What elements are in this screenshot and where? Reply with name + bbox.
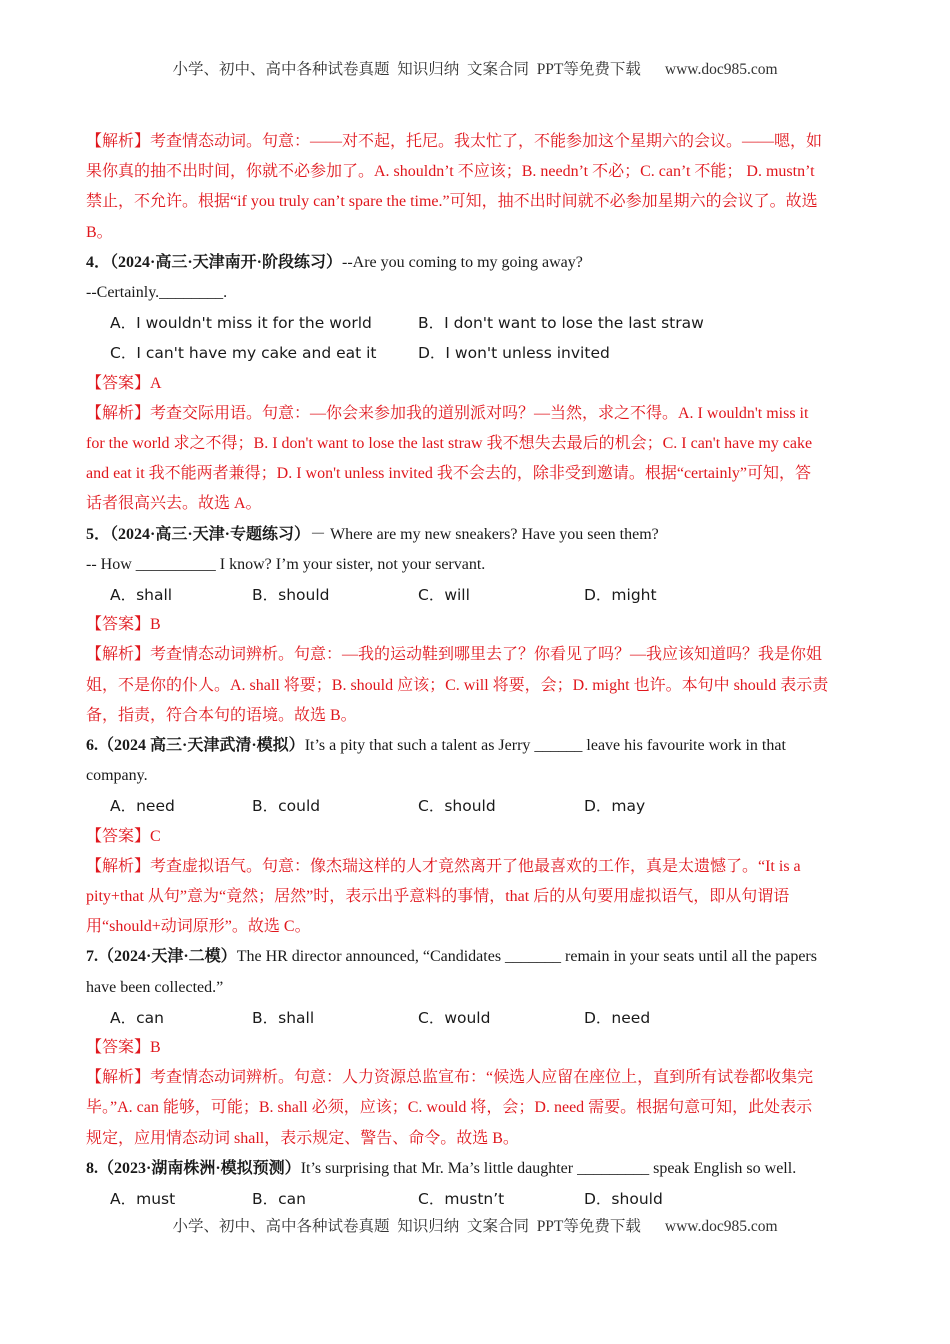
question-4 — [86, 248, 866, 520]
header-text: 小学、初中、高中各种试卷真题 知识归纳 文案合同 PPT等免费下载 — [172, 61, 641, 78]
analysis-line: 【解析】考查情态动词辨析。句意：人力资源总监宣布：“候选人应留在座位上，直到所有试卷都收集完 — [86, 1069, 814, 1087]
option-d: D．may — [584, 797, 646, 816]
options-row — [86, 1184, 866, 1214]
answer-line: 【答案】C — [86, 827, 161, 845]
question-stem: It’s a pity that such a talent as Jerry ______ leave his favourite work in that — [304, 737, 786, 755]
analysis-line: B。 — [86, 223, 113, 241]
option-c: C．should — [418, 797, 496, 816]
question-6 — [86, 731, 866, 942]
analysis-line: 姐，不是你的仆人。A. shall 将要；B. should 应该；C. will 将要，会；D. might 也许。本句中 should 表示责 — [86, 676, 829, 694]
question-8 — [86, 1154, 866, 1214]
analysis-line: 【解析】考查情态动词辨析。句意：—我的运动鞋到哪里去了？你看见了吗？—我应该知道吗？我是你姐 — [86, 646, 823, 664]
options-row — [86, 791, 866, 821]
option-d: D．I won't unless invited — [418, 344, 610, 363]
option-d: D．might — [584, 586, 657, 605]
analysis-line: 毕。”A. can 能够，可能；B. shall 必须，应该；C. would 将，会；D. need 需要。根据句意可知，此处表示 — [86, 1099, 813, 1117]
answer-line: 【答案】B — [86, 616, 161, 634]
options-row — [86, 308, 866, 338]
document-body — [86, 127, 866, 1214]
question-stem: The HR director announced, “Candidates _______ remain in your seats until all the papers — [236, 948, 817, 966]
question-stem: － Where are my new sneakers? Have you seen them? — [310, 525, 659, 543]
answer-line: 【答案】B — [86, 1039, 161, 1057]
header-site-link[interactable]: www.doc985.com — [664, 61, 778, 78]
question-stem: -- How __________ I know? I’m your sister, not your servant. — [86, 555, 486, 573]
analysis-line: and eat it 我不能两者兼得；D. I won't unless invited 我不会去的，除非受到邀请。根据“certainly”可知，答 — [86, 465, 812, 483]
question-source: 7.（2024·天津·二模） — [86, 948, 237, 966]
analysis-line: 备，指责，符合本句的语境。故选 B。 — [86, 706, 357, 724]
answer-line: 【答案】A — [86, 374, 162, 392]
question-source: 8.（2023·湖南株洲·模拟预测） — [86, 1159, 301, 1177]
option-d: D．need — [584, 1008, 651, 1027]
analysis-line: 果你真的抽不出时间，你就不必参加了。A. shouldn’t 不应该；B. needn’t 不必；C. can’t 不能； D. mustn’t — [86, 163, 815, 181]
footer-text: 小学、初中、高中各种试卷真题 知识归纳 文案合同 PPT等免费下载 — [172, 1218, 641, 1235]
option-c: C．will — [418, 586, 470, 605]
option-b: B．can — [252, 1190, 306, 1209]
question-source: 4．（2024·高三·天津南开·阶段练习） — [86, 253, 343, 271]
option-a: A．need — [110, 797, 175, 816]
question-source: 6.（2024 高三·天津武清·模拟） — [86, 737, 305, 755]
option-a: A．shall — [110, 586, 173, 605]
analysis-line: 话者很高兴去。故选 A。 — [86, 495, 262, 513]
option-b: B．could — [252, 797, 321, 816]
analysis-line: 禁止，不允许。根据“if you truly can’t spare the time.”可知，抽不出时间就不必参加星期六的会议了。故选 — [86, 193, 818, 211]
question-stem: have been collected.” — [86, 978, 224, 996]
option-a: A．I wouldn't miss it for the world — [110, 314, 372, 333]
options-row — [86, 1003, 866, 1033]
options-row — [86, 338, 866, 368]
analysis-line: pity+that 从句”意为“竟然；居然”时，表示出乎意料的事情，that 后的从句要用虚拟语气，即从句谓语 — [86, 888, 790, 906]
analysis-line: 【解析】考查情态动词。句意：——对不起，托尼。我太忙了，不能参加这个星期六的会议。——嗯，如 — [86, 133, 823, 150]
question-stem: --Are you coming to my going away? — [342, 253, 583, 271]
question-source: 5．（2024·高三·天津·专题练习） — [86, 525, 311, 543]
option-b: B．should — [252, 586, 330, 605]
page-footer — [0, 1214, 950, 1236]
option-a: A．can — [110, 1008, 164, 1027]
option-c: C．I can't have my cake and eat it — [110, 344, 377, 363]
question-7 — [86, 942, 866, 1153]
page-header — [0, 57, 950, 79]
analysis-line: for the world 求之不得；B. I don't want to lose the last straw 我不想失去最后的机会；C. I can't have my cake — [86, 435, 813, 452]
option-c: C．mustn’t — [418, 1190, 505, 1209]
option-c: C．would — [418, 1008, 491, 1027]
analysis-line: 【解析】考查交际用语。句意：—你会来参加我的道别派对吗？—当然，求之不得。A. I wouldn't miss it — [86, 404, 809, 422]
option-b: B．I don't want to lose the last straw — [418, 314, 704, 333]
question-5 — [86, 520, 866, 731]
option-a: A．must — [110, 1190, 176, 1209]
question-stem: company. — [86, 767, 148, 785]
q3-analysis — [86, 127, 866, 248]
analysis-line: 用“should+动词原形”。故选 C。 — [86, 918, 311, 936]
analysis-line: 【解析】考查虚拟语气。句意：像杰瑞这样的人才竟然离开了他最喜欢的工作，真是太遗憾了。“It is a — [86, 857, 801, 875]
analysis-line: 规定，应用情态动词 shall，表示规定、警告、命令。故选 B。 — [86, 1129, 519, 1147]
question-stem: --Certainly.________. — [86, 284, 228, 302]
option-d: D．should — [584, 1190, 663, 1209]
option-b: B．shall — [252, 1008, 315, 1027]
footer-site-link[interactable]: www.doc985.com — [664, 1218, 778, 1235]
question-stem: It’s surprising that Mr. Ma’s little daughter _________ speak English so well. — [300, 1159, 797, 1177]
options-row — [86, 580, 866, 610]
